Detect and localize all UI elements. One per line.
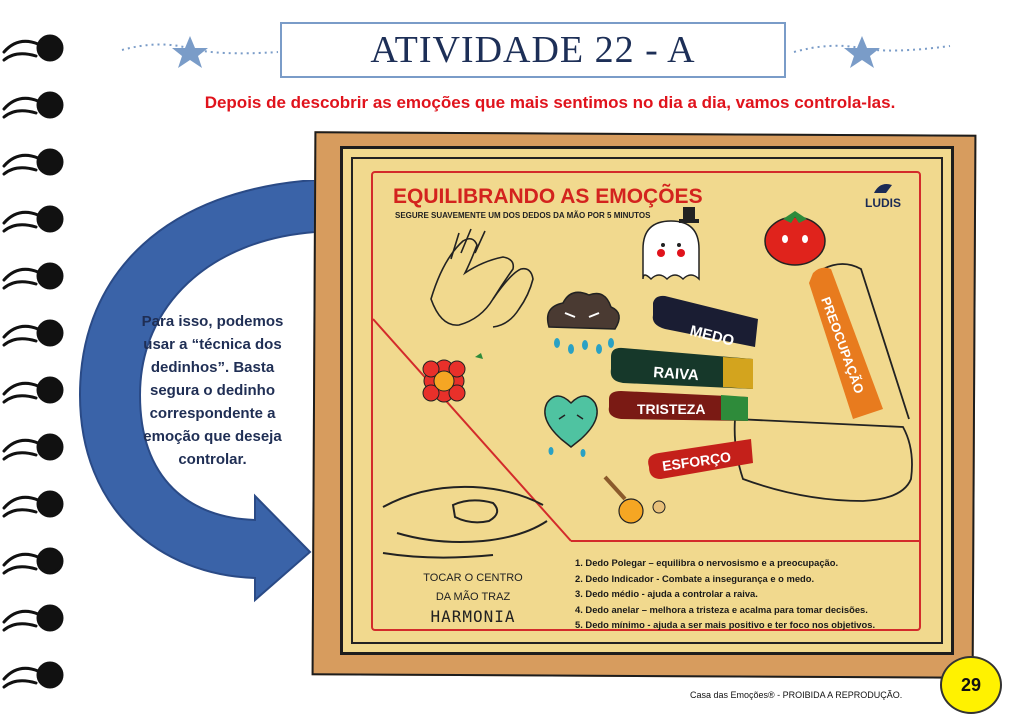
finger-raiva	[611, 348, 753, 389]
tomato-worry-icon	[765, 211, 825, 265]
technique-description: Para isso, podemos usar a “técnica dos dedinhos”. Basta segura o dedinho correspondente a emoção que deseja controlar.	[141, 313, 284, 468]
finger-label-preocupacao: PREOCUPAÇÃO	[818, 294, 868, 396]
finger-medo	[653, 296, 758, 350]
ludis-logo-text: LUDIS	[865, 196, 901, 210]
finger-esforco	[648, 439, 753, 479]
instruction-item: 3. Dedo médio - ajuda a controlar a raiva.	[575, 588, 758, 599]
instruction-item: 4. Dedo anelar – melhora a tristeza e acalma para tomar decisões.	[575, 603, 868, 615]
hands-sketch-icon	[431, 229, 533, 327]
harmony-caption	[403, 569, 543, 626]
instruction-item: 1. Dedo Polegar – equilibra o nervosismo e a preocupação.	[575, 557, 839, 568]
storm-cloud-anger-icon	[548, 292, 620, 354]
poster-title: EQUILIBRANDO AS EMOÇÕES	[393, 185, 703, 208]
sad-heart-icon	[545, 396, 597, 457]
harmony-word: HARMONIA	[430, 607, 516, 626]
finger-preocupacao	[809, 268, 883, 419]
harmony-line-1: TOCAR O CENTRO	[423, 572, 523, 584]
poster-subtitle: SEGURE SUAVEMENTE UM DOS DEDOS DA MÃO POR 5 MINUTOS	[395, 211, 651, 220]
harmony-hands-sketch-icon	[383, 487, 547, 558]
finger-tristeza	[609, 391, 748, 421]
flower-effort-icon	[423, 353, 483, 402]
ludis-logo	[858, 181, 908, 210]
finger-label-tristeza: TRISTEZA	[637, 401, 706, 417]
poster	[340, 146, 954, 655]
ghost-fear-icon	[643, 207, 699, 279]
star-decoration-right	[790, 32, 955, 72]
finger-label-medo: MEDO	[688, 322, 736, 350]
harmony-line-2: DA MÃO TRAZ	[435, 591, 511, 603]
instruction-item: 2. Dedo Indicador - Combate a insegurança e o medo.	[575, 572, 815, 584]
finger-label-raiva: RAIVA	[652, 364, 700, 385]
page-number-badge: 29	[940, 656, 1002, 714]
instruction-subtitle: Depois de descobrir as emoções que mais sentimos no dia a dia, vamos controla-las.	[204, 93, 896, 112]
broom-character-icon	[605, 477, 665, 523]
activity-title-box	[280, 22, 786, 78]
ludis-logo-icon	[872, 181, 894, 195]
star-decoration-left	[118, 32, 283, 72]
activity-title: ATIVIDADE 22 - A	[370, 29, 696, 71]
instruction-item: 5. Dedo mínimo - ajuda a ser mais positivo e ter foco nos objetivos.	[575, 619, 876, 630]
finger-label-esforco: ESFORÇO	[661, 448, 732, 474]
finger-instructions-list	[575, 555, 875, 633]
copyright-footer: Casa das Emoções® - PROIBIDA A REPRODUÇÃO.	[690, 690, 903, 700]
